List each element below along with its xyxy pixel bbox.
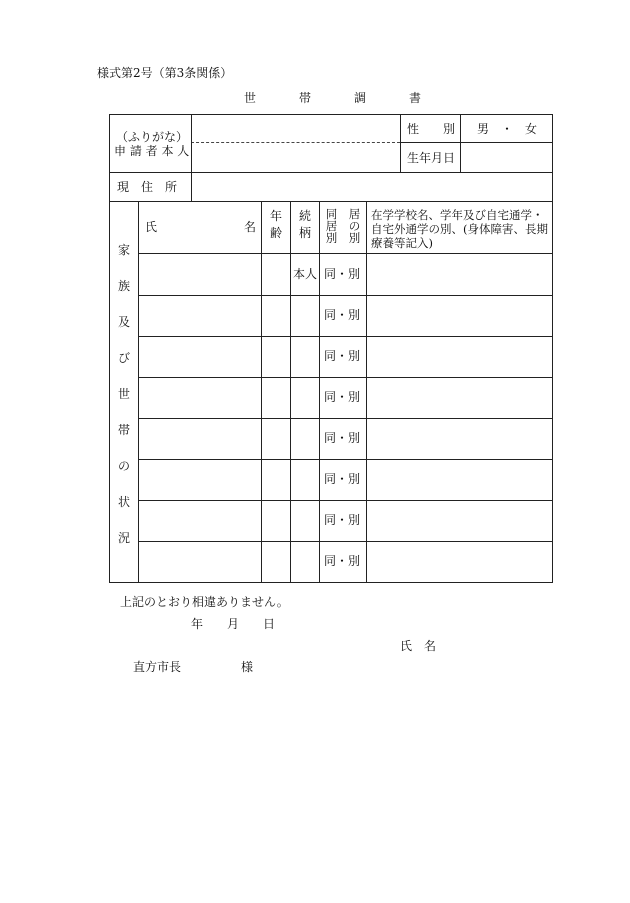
side-char: 族 — [117, 279, 130, 293]
row-cohab: 同・別 — [324, 308, 361, 322]
applicant-label: 申 請 者 本 人 — [114, 144, 190, 158]
addressee: 直方市長 様 — [133, 660, 254, 674]
row-cohab: 同・別 — [324, 554, 361, 568]
row-relation: 本人 — [293, 267, 318, 281]
address-label: 現 住 所 — [117, 180, 178, 194]
row-divider — [138, 541, 553, 542]
col-divider — [366, 201, 367, 583]
side-char: の — [117, 459, 130, 473]
notes-header: 在学学校名、学年及び自宅通学・自宅外通学の別、(身体障害、長期療養等記入) — [371, 208, 548, 250]
row-divider — [138, 500, 553, 501]
col-divider — [261, 201, 262, 583]
col-divider — [400, 114, 401, 172]
side-char: 世 — [117, 387, 130, 401]
row-divider — [138, 336, 553, 337]
date-char: 年 — [191, 617, 204, 631]
row-cohab: 同・別 — [324, 472, 361, 486]
furigana-divider — [191, 142, 400, 143]
col-divider — [138, 201, 139, 583]
row-divider — [138, 418, 553, 419]
household-side-label — [117, 244, 131, 568]
declaration-text: 上記のとおり相違ありません。 — [120, 595, 289, 609]
date-char: 月 — [227, 617, 240, 631]
side-char: 状 — [117, 495, 130, 509]
row-cohab: 同・別 — [324, 349, 361, 363]
side-char: 帯 — [117, 423, 130, 437]
title-char: 書 — [409, 91, 422, 105]
side-char: 及 — [117, 315, 130, 329]
col-divider — [191, 114, 192, 201]
sex-label: 性 別 — [407, 122, 456, 136]
name-header-left: 氏 — [145, 220, 158, 234]
name-header-right: 名 — [244, 220, 257, 234]
cohabitation-header: 同 居 居 の 別 別 — [325, 207, 361, 245]
sex-options: 男 ・ 女 — [477, 122, 538, 136]
row-divider — [138, 459, 553, 460]
title-char: 世 — [244, 91, 257, 105]
date-char: 日 — [263, 617, 276, 631]
col-divider — [290, 201, 291, 583]
row-divider — [138, 253, 553, 254]
document-title — [244, 92, 464, 104]
title-char: 調 — [354, 91, 367, 105]
relation-header: 続 柄 — [298, 209, 311, 240]
birthdate-label: 生年月日 — [407, 151, 456, 165]
date-line — [191, 618, 299, 630]
side-char: 況 — [117, 531, 130, 545]
side-char: び — [117, 351, 130, 365]
row-cohab: 同・別 — [324, 267, 361, 281]
row-cohab: 同・別 — [324, 390, 361, 404]
form-number: 様式第2号（第3条関係） — [97, 66, 233, 80]
signature-label: 氏 名 — [400, 639, 437, 653]
age-header: 年 齢 — [269, 209, 282, 240]
row-cohab: 同・別 — [324, 431, 361, 445]
col-divider — [319, 201, 320, 583]
row-divider — [138, 377, 553, 378]
furigana-label: （ふりがな） — [116, 130, 189, 144]
row-divider — [109, 201, 553, 202]
col-divider — [460, 114, 461, 172]
row-divider — [400, 142, 553, 143]
row-divider — [138, 295, 553, 296]
side-char: 家 — [117, 243, 130, 257]
row-divider — [109, 172, 553, 173]
row-cohab: 同・別 — [324, 513, 361, 527]
title-char: 帯 — [299, 91, 312, 105]
